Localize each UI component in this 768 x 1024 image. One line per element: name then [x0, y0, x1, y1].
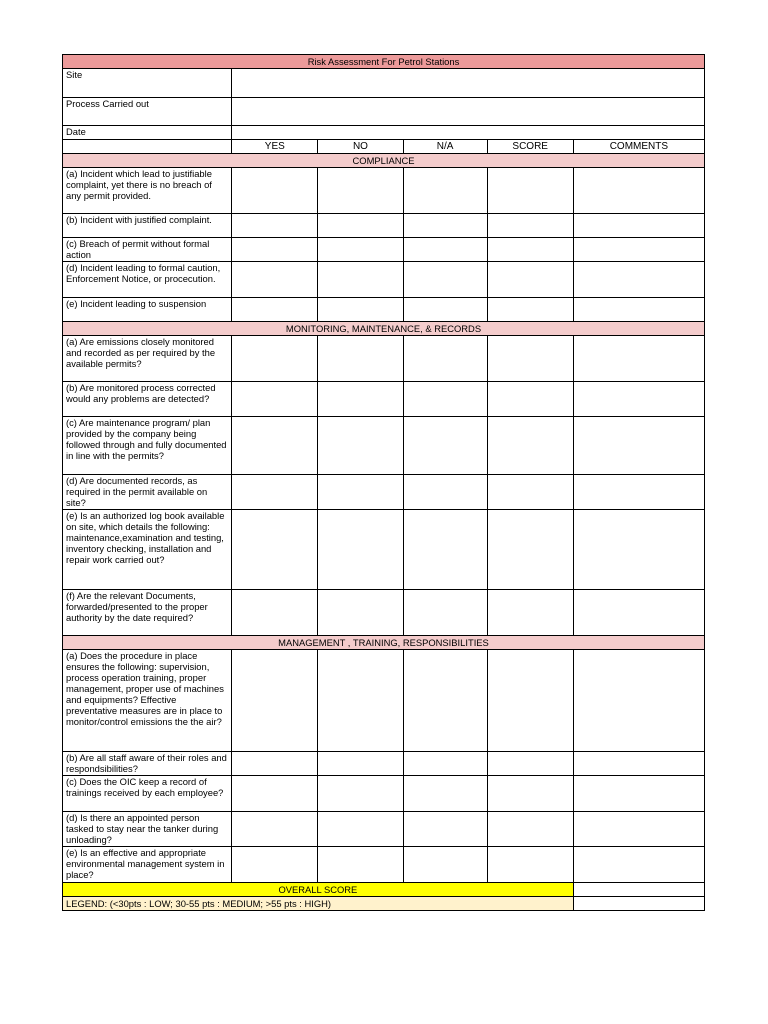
no-cell[interactable] [318, 475, 403, 510]
score-cell[interactable] [487, 262, 573, 298]
no-cell[interactable] [318, 262, 403, 298]
no-cell[interactable] [318, 812, 403, 847]
process-label: Process Carried out [63, 98, 232, 126]
no-cell[interactable] [318, 382, 403, 417]
score-cell[interactable] [487, 510, 573, 590]
site-value-cell[interactable] [232, 69, 705, 98]
na-cell[interactable] [403, 776, 487, 812]
na-cell[interactable] [403, 382, 487, 417]
yes-cell[interactable] [232, 168, 318, 214]
column-header-score: SCORE [487, 140, 573, 154]
yes-cell[interactable] [232, 417, 318, 475]
table-row [63, 382, 705, 417]
section-heading-monitoring: MONITORING, MAINTENANCE, & RECORDS [63, 322, 705, 336]
comments-cell[interactable] [573, 847, 704, 883]
no-cell[interactable] [318, 847, 403, 883]
score-cell[interactable] [487, 238, 573, 262]
na-cell[interactable] [403, 812, 487, 847]
yes-cell[interactable] [232, 382, 318, 417]
na-cell[interactable] [403, 650, 487, 752]
comments-cell[interactable] [573, 298, 704, 322]
comments-cell[interactable] [573, 590, 704, 636]
info-row-date [63, 126, 705, 140]
no-cell[interactable] [318, 590, 403, 636]
question-text: (d) Are documented records, as required in the permit available on site? [63, 475, 232, 510]
score-cell[interactable] [487, 475, 573, 510]
table-row [63, 752, 705, 776]
site-label: Site [63, 69, 232, 98]
section-heading-row [63, 154, 705, 168]
column-header-no: NO [318, 140, 403, 154]
question-text: (f) Are the relevant Documents, forwarded/presented to the proper authority by the date required? [63, 590, 232, 636]
score-cell[interactable] [487, 847, 573, 883]
no-cell[interactable] [318, 776, 403, 812]
comments-cell[interactable] [573, 168, 704, 214]
date-label: Date [63, 126, 232, 140]
yes-cell[interactable] [232, 752, 318, 776]
info-row-process [63, 98, 705, 126]
no-cell[interactable] [318, 336, 403, 382]
na-cell[interactable] [403, 510, 487, 590]
no-cell[interactable] [318, 238, 403, 262]
question-text: (a) Does the procedure in place ensures the following: supervision, process operation training, proper management, proper use of machines and equipments? Effective preventative measures are in place to monitor/control emissions the the air? [63, 650, 232, 752]
na-cell[interactable] [403, 336, 487, 382]
yes-cell[interactable] [232, 510, 318, 590]
comments-cell[interactable] [573, 475, 704, 510]
table-row [63, 262, 705, 298]
column-header-na: N/A [403, 140, 487, 154]
overall-score-value-cell[interactable] [573, 883, 704, 897]
table-row [63, 847, 705, 883]
info-row-site [63, 69, 705, 98]
yes-cell[interactable] [232, 298, 318, 322]
na-cell[interactable] [403, 752, 487, 776]
column-header-row [63, 140, 705, 154]
score-cell[interactable] [487, 590, 573, 636]
table-row [63, 650, 705, 752]
comments-cell[interactable] [573, 382, 704, 417]
comments-cell[interactable] [573, 776, 704, 812]
question-text: (d) Incident leading to formal caution, Enforcement Notice, or procecution. [63, 262, 232, 298]
table-row [63, 238, 705, 262]
score-cell[interactable] [487, 650, 573, 752]
score-cell[interactable] [487, 382, 573, 417]
comments-cell[interactable] [573, 510, 704, 590]
yes-cell[interactable] [232, 776, 318, 812]
score-cell[interactable] [487, 417, 573, 475]
yes-cell[interactable] [232, 336, 318, 382]
column-header-blank [63, 140, 232, 154]
legend-blank-cell [573, 897, 704, 911]
process-value-cell[interactable] [232, 98, 705, 126]
section-heading-management: MANAGEMENT , TRAINING, RESPONSIBILITIES [63, 636, 705, 650]
question-text: (b) Are monitored process corrected would any problems are detected? [63, 382, 232, 417]
no-cell[interactable] [318, 168, 403, 214]
table-row [63, 214, 705, 238]
score-cell[interactable] [487, 168, 573, 214]
table-row [63, 590, 705, 636]
section-heading-row [63, 636, 705, 650]
overall-score-row [63, 883, 705, 897]
section-heading-compliance: COMPLIANCE [63, 154, 705, 168]
column-header-comments: COMMENTS [573, 140, 704, 154]
date-value-cell[interactable] [232, 126, 705, 140]
comments-cell[interactable] [573, 650, 704, 752]
column-header-yes: YES [232, 140, 318, 154]
legend-text: LEGEND: (<30pts : LOW; 30-55 pts : MEDIUM; >55 pts : HIGH) [63, 897, 574, 911]
yes-cell[interactable] [232, 650, 318, 752]
score-cell[interactable] [487, 214, 573, 238]
table-row [63, 475, 705, 510]
comments-cell[interactable] [573, 336, 704, 382]
na-cell[interactable] [403, 214, 487, 238]
comments-cell[interactable] [573, 812, 704, 847]
risk-assessment-table [62, 54, 705, 911]
table-row [63, 776, 705, 812]
yes-cell[interactable] [232, 475, 318, 510]
yes-cell[interactable] [232, 590, 318, 636]
form-title: Risk Assessment For Petrol Stations [63, 55, 705, 69]
comments-cell[interactable] [573, 262, 704, 298]
question-text: (a) Are emissions closely monitored and recorded as per required by the available permits? [63, 336, 232, 382]
comments-cell[interactable] [573, 238, 704, 262]
na-cell[interactable] [403, 168, 487, 214]
question-text: (c) Breach of permit without formal action [63, 238, 232, 262]
question-text: (d) Is there an appointed person tasked to stay near the tanker during unloading? [63, 812, 232, 847]
na-cell[interactable] [403, 847, 487, 883]
no-cell[interactable] [318, 752, 403, 776]
question-text: (a) Incident which lead to justifiable complaint, yet there is no breach of any permit provided. [63, 168, 232, 214]
comments-cell[interactable] [573, 752, 704, 776]
table-row [63, 336, 705, 382]
no-cell[interactable] [318, 214, 403, 238]
score-cell[interactable] [487, 336, 573, 382]
na-cell[interactable] [403, 298, 487, 322]
score-cell[interactable] [487, 752, 573, 776]
yes-cell[interactable] [232, 262, 318, 298]
table-row [63, 812, 705, 847]
overall-score-label: OVERALL SCORE [63, 883, 574, 897]
na-cell[interactable] [403, 475, 487, 510]
na-cell[interactable] [403, 238, 487, 262]
na-cell[interactable] [403, 417, 487, 475]
legend-row [63, 897, 705, 911]
no-cell[interactable] [318, 298, 403, 322]
yes-cell[interactable] [232, 847, 318, 883]
yes-cell[interactable] [232, 812, 318, 847]
table-row [63, 510, 705, 590]
question-text: (b) Incident with justified complaint. [63, 214, 232, 238]
section-heading-row [63, 322, 705, 336]
no-cell[interactable] [318, 417, 403, 475]
na-cell[interactable] [403, 262, 487, 298]
no-cell[interactable] [318, 510, 403, 590]
title-row [63, 55, 705, 69]
question-text: (c) Are maintenance program/ plan provided by the company being followed through and fully documented in line with the permits? [63, 417, 232, 475]
question-text: (c) Does the OIC keep a record of trainings received by each employee? [63, 776, 232, 812]
table-row [63, 298, 705, 322]
question-text: (e) Incident leading to suspension [63, 298, 232, 322]
comments-cell[interactable] [573, 417, 704, 475]
table-row [63, 417, 705, 475]
no-cell[interactable] [318, 650, 403, 752]
na-cell[interactable] [403, 590, 487, 636]
score-cell[interactable] [487, 776, 573, 812]
yes-cell[interactable] [232, 238, 318, 262]
question-text: (b) Are all staff aware of their roles and respondsibilities? [63, 752, 232, 776]
comments-cell[interactable] [573, 214, 704, 238]
question-text: (e) Is an effective and appropriate environmental management system in place? [63, 847, 232, 883]
question-text: (e) Is an authorized log book available on site, which details the following: maintenance,examination and testing, inventory checking, installation and repair work carried out? [63, 510, 232, 590]
table-row [63, 168, 705, 214]
score-cell[interactable] [487, 812, 573, 847]
yes-cell[interactable] [232, 214, 318, 238]
score-cell[interactable] [487, 298, 573, 322]
